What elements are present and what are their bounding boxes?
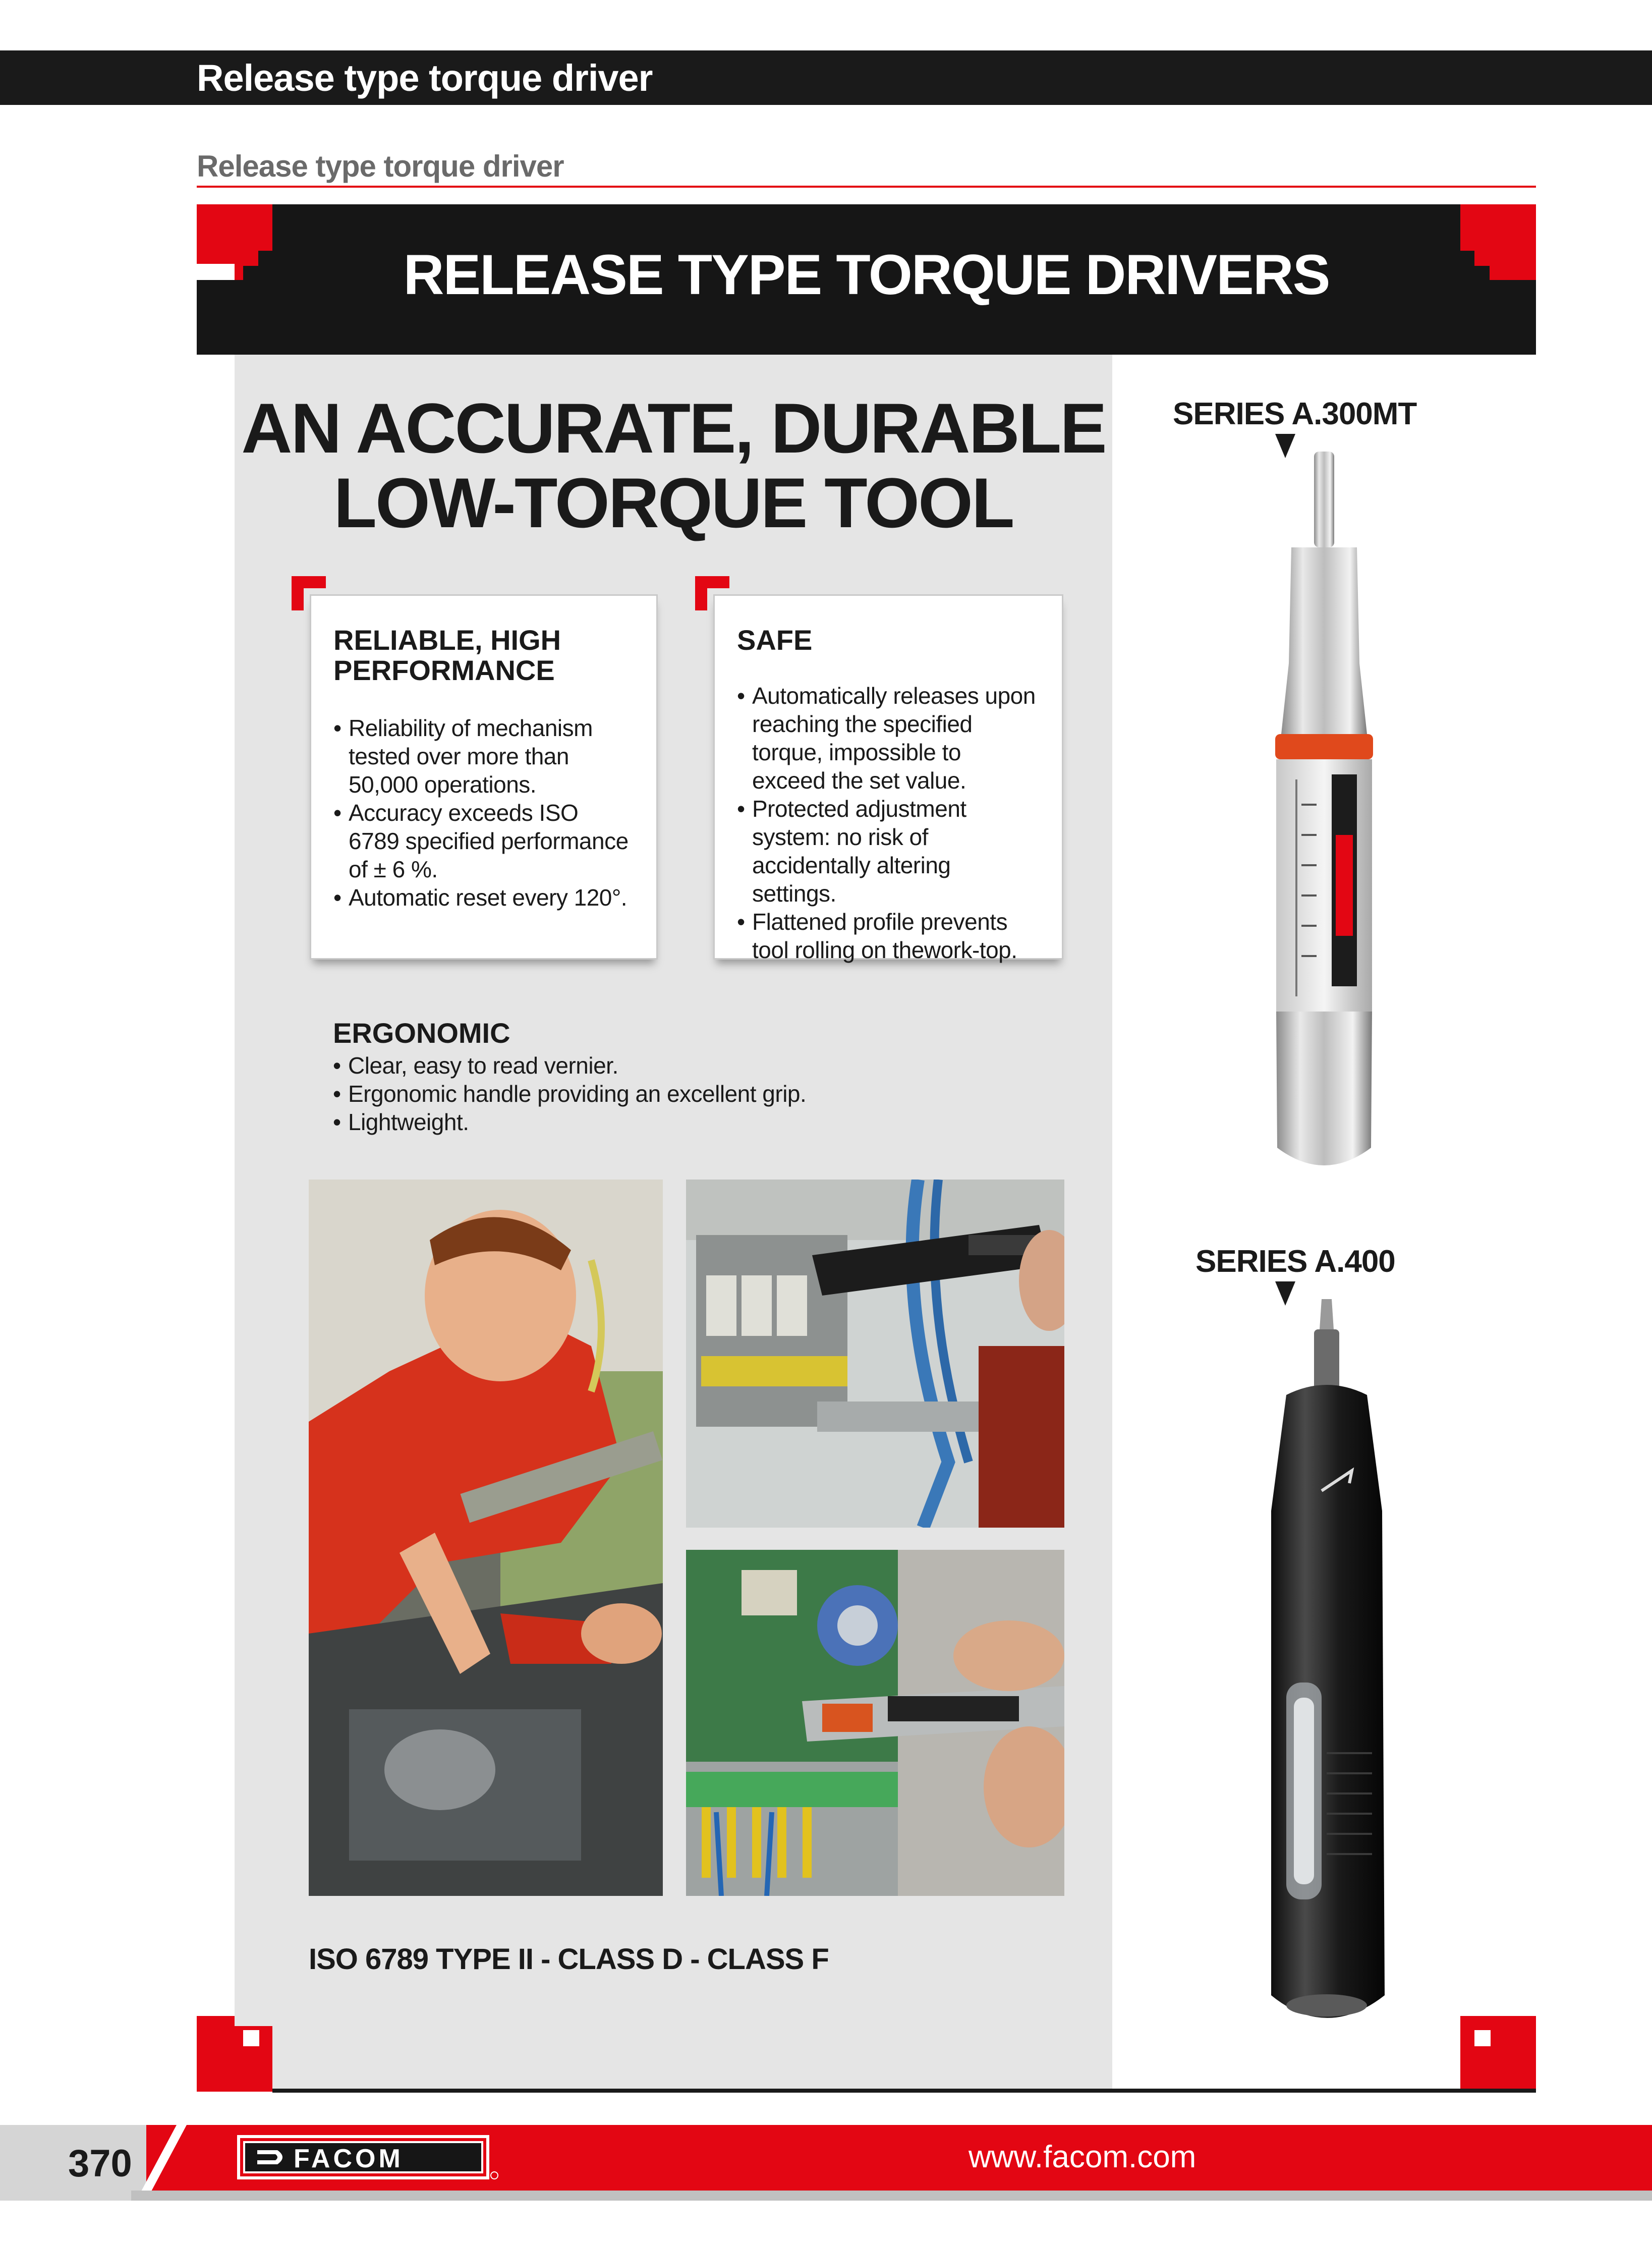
svg-text:FACOM: FACOM — [294, 2144, 404, 2173]
headline-line1: AN ACCURATE, DURABLE — [241, 388, 1106, 468]
corner-ornament-top-right — [1460, 204, 1536, 280]
product-label-a300mt: SERIES A.300MT — [1173, 397, 1417, 431]
headline — [235, 388, 1112, 542]
page-number: 370 — [68, 2142, 132, 2185]
corner-ornament-top-left — [197, 204, 272, 280]
feature-card-safe — [713, 594, 1063, 963]
list-item: • Reliability of mechanism tested over more than 50,000 operations. — [333, 714, 634, 799]
list-item: • Flattened profile prevents tool rolling on thework-top. — [737, 908, 1040, 964]
card-title: SAFE — [737, 624, 813, 656]
footer-url[interactable]: www.facom.com — [969, 2140, 1197, 2174]
list-item: • Lightweight. — [333, 1108, 1039, 1136]
list-item: • Automatically releases upon reaching the specified torque, impossible to exceed the set value. — [737, 682, 1040, 795]
section-title: Release type torque driver — [197, 149, 564, 183]
product-label-a400: SERIES A.400 — [1195, 1244, 1395, 1279]
feature-list — [333, 714, 634, 912]
list-item: • Clear, easy to read vernier. — [333, 1051, 1039, 1080]
list-item: • Accuracy exceeds ISO 6789 specified performance of ± 6 %. — [333, 799, 634, 883]
header-band-title: Release type torque driver — [197, 57, 653, 99]
product-image-a300mt — [1251, 452, 1397, 1183]
facom-logo — [237, 2135, 499, 2180]
product-image-a400 — [1256, 1299, 1397, 2041]
corner-ornament-bottom-right — [1460, 2016, 1536, 2092]
photo-electrical-panel — [686, 1180, 1064, 1528]
ergonomic-section — [333, 1018, 1039, 1136]
photo-relay-board — [686, 1550, 1064, 1896]
feature-card-reliable — [310, 594, 658, 960]
footer-stripe — [131, 2191, 1652, 2201]
list-item: • Automatic reset every 120°. — [333, 883, 634, 912]
standard-label: ISO 6789 TYPE II - CLASS D - CLASS F — [309, 1943, 829, 1976]
feature-list — [737, 682, 1040, 964]
card-title: RELIABLE, HIGH PERFORMANCE — [333, 624, 561, 686]
list-item: • Ergonomic handle providing an excellent grip. — [333, 1080, 1039, 1108]
ergonomic-list — [333, 1051, 1039, 1136]
photo-mechanic — [309, 1180, 663, 1896]
ergonomic-title: ERGONOMIC — [333, 1017, 510, 1049]
corner-ornament-bottom-left — [197, 2016, 272, 2092]
headline-line2: LOW-TORQUE TOOL — [333, 463, 1013, 542]
hero-title: RELEASE TYPE TORQUE DRIVERS — [403, 243, 1330, 306]
list-item: • Protected adjustment system: no risk of accidentally altering settings. — [737, 795, 1040, 908]
section-divider — [197, 186, 1536, 188]
frame-bottom-rule — [272, 2089, 1536, 2093]
